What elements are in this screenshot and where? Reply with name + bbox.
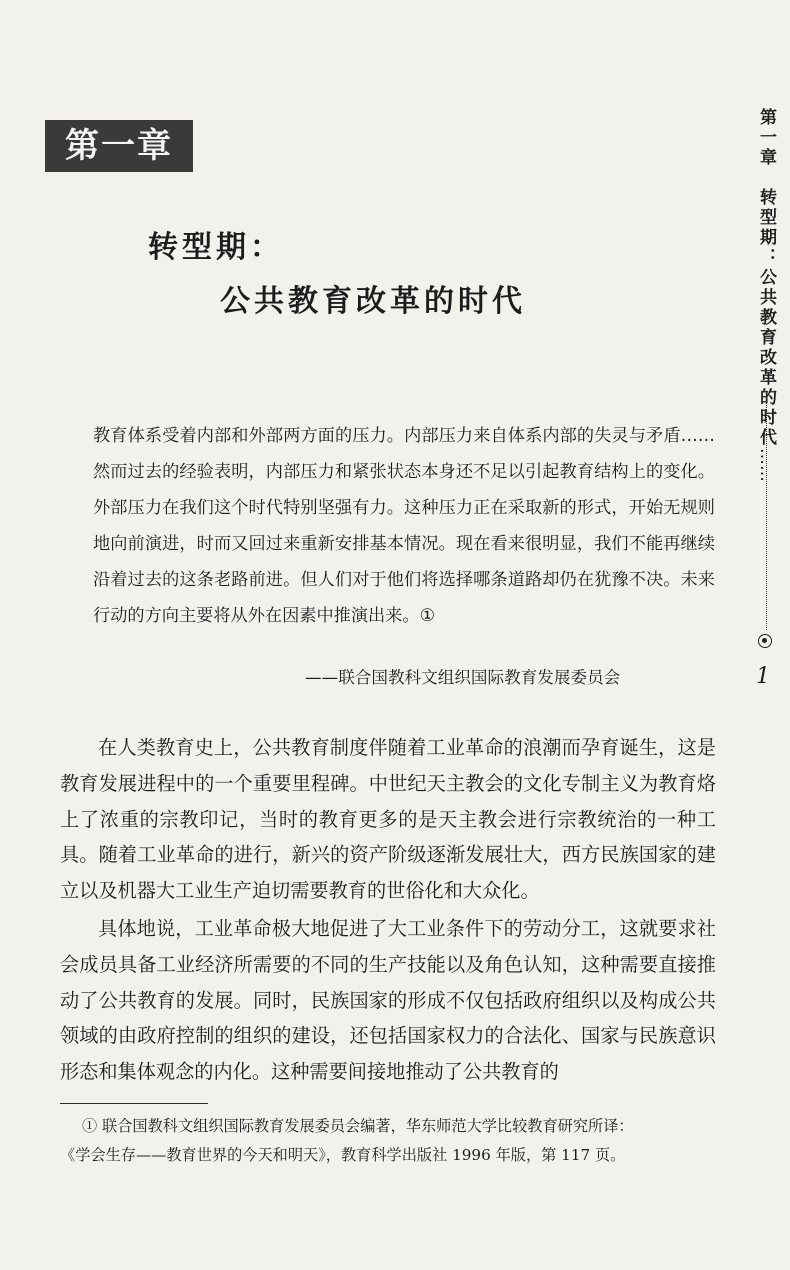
running-head-dots: …… xyxy=(756,448,776,482)
running-head-rule xyxy=(766,392,767,630)
footnote-line-2: 《学会生存——教育世界的今天和明天》，教育科学出版社 1996 年版，第 117 页。 xyxy=(60,1146,626,1164)
footnote xyxy=(60,1112,720,1170)
page-marker-icon xyxy=(758,634,772,648)
running-head-text: 第一章 转型期：公共教育改革的时代 xyxy=(756,108,776,448)
body-text xyxy=(60,730,716,1092)
body-paragraph-1: 在人类教育史上，公共教育制度伴随着工业革命的浪潮而孕育诞生，这是教育发展进程中的一个重要里程碑。中世纪天主教会的文化专制主义为教育烙上了浓重的宗教印记，当时的教育更多的是天主教会进行宗教统治的一种工具。随着工业革命的进行，新兴的资产阶级逐渐发展壮大，西方民族国家的建立以及机器大工业生产迫切需要教育的世俗化和大众化。 xyxy=(60,736,716,903)
footnote-rule xyxy=(60,1103,208,1104)
epigraph-attribution: ——联合国教科文组织国际教育发展委员会 xyxy=(305,668,621,687)
chapter-label: 第一章 xyxy=(45,120,193,172)
chapter-title-line1: 转型期： xyxy=(148,230,284,265)
body-paragraph-2: 具体地说，工业革命极大地促进了大工业条件下的劳动分工，这就要求社会成员具备工业经济所需要的不同的生产技能以及角色认知，这种需要直接推动了公共教育的发展。同时，民族国家的形成不仅包括政府组织以及构成公共领域的由政府控制的组织的建设，还包括国家权力的合法化、国家与民族意识形态和集体观念的内化。这种需要间接地推动了公共教育的 xyxy=(60,916,716,1084)
chapter-title-line2: 公共教育改革的时代 xyxy=(220,284,526,319)
page-number: 1 xyxy=(756,664,770,689)
footnote-line-1: ① 联合国教科文组织国际教育发展委员会编著，华东师范大学比较教育研究所译： xyxy=(82,1117,634,1135)
epigraph-quote: 教育体系受着内部和外部两方面的压力。内部压力来自体系内部的失灵与矛盾……然而过去的经验表明，内部压力和紧张状态本身还不足以引起教育结构上的变化。外部压力在我们这个时代特别坚强有力。这种压力正在采取新的形式，开始无规则地向前演进，时而又回过来重新安排基本情况。现在看来很明显，我们不能再继续沿着过去的这条老路前进。但人们对于他们将选择哪条道路却仍在犹豫不决。未来行动的方向主要将从外在因素中推演出来。① xyxy=(93,426,715,626)
